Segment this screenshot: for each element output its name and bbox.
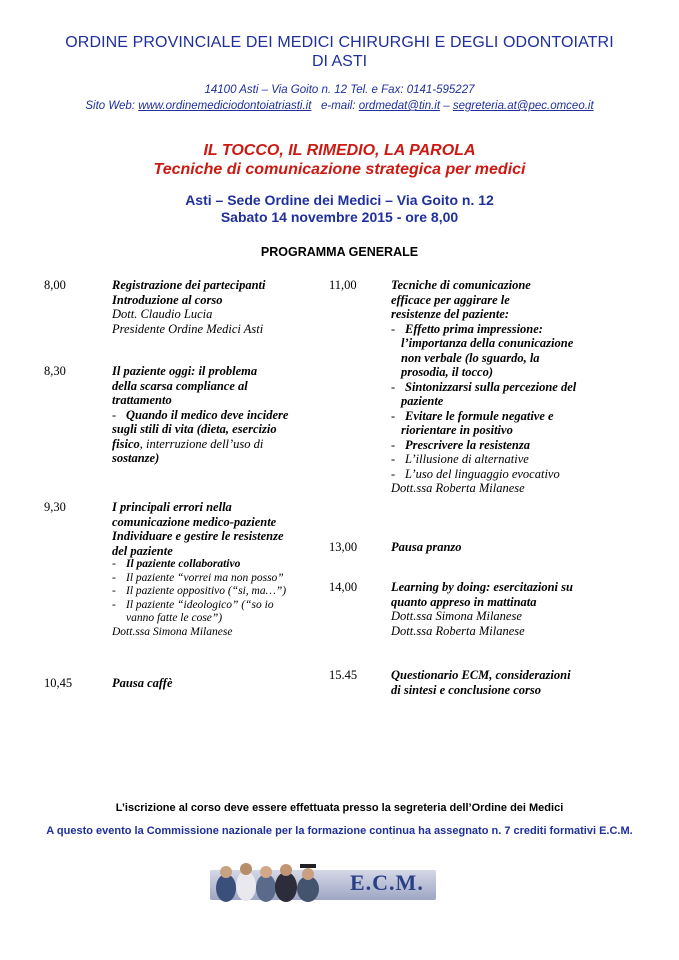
doctors-group-image xyxy=(212,858,332,906)
bullet-text: Evitare le formule negative e xyxy=(405,408,554,423)
session-time: 8,30 xyxy=(44,364,66,378)
speaker-role: Presidente Ordine Medici Asti xyxy=(112,321,264,336)
ecm-logo-text: E.C.M. xyxy=(350,870,424,895)
bullet-text: L’uso del linguaggio evocativo xyxy=(405,466,560,481)
session-time: 10,45 xyxy=(44,676,73,690)
session-line: trattamento xyxy=(112,393,172,407)
session-body xyxy=(391,278,627,496)
session-line: Introduzione al corso xyxy=(112,292,223,307)
org-city: DI ASTI xyxy=(311,53,368,70)
session-body xyxy=(112,278,322,336)
org-contacts xyxy=(0,99,679,113)
event-title: IL TOCCO, IL RIMEDIO, LA PAROLA xyxy=(203,142,476,159)
email-link-1[interactable]: ordmedat@tin.it xyxy=(358,100,441,112)
bullet-text: Effetto prima impressione: xyxy=(405,321,543,336)
session-bullet: - Il paziente “vorrei ma non posso” xyxy=(112,571,284,584)
bullet-continuation: non verbale (lo sguardo, la xyxy=(401,350,540,365)
speaker-name: Dott. Claudio Lucia xyxy=(112,307,213,321)
session-line: Individuare e gestire le resistenze xyxy=(112,529,284,543)
event-title-block xyxy=(0,142,679,180)
session-line: quanto appreso in mattinata xyxy=(391,594,537,609)
session-line: Questionario ECM, considerazioni xyxy=(391,668,571,682)
website-link[interactable]: www.ordinemediciodontoiatriasti.it xyxy=(138,100,312,112)
session-line: I principali errori nella xyxy=(112,500,232,514)
session-body xyxy=(112,676,322,691)
speaker-name: Dott.ssa Roberta Milanese xyxy=(391,481,525,495)
session-text: fisico xyxy=(112,436,140,451)
bullet-text: Sintonizzarsi sulla percezione del xyxy=(405,379,577,394)
session-bullet: - Sintonizzarsi sulla percezione del xyxy=(391,379,577,394)
program-title: PROGRAMMA GENERALE xyxy=(260,245,419,259)
session-line: Il paziente oggi: il problema xyxy=(112,364,258,378)
session-line: sugli stili di vita (dieta, esercizio xyxy=(112,422,277,436)
speaker-name: Dott.ssa Simona Milanese xyxy=(112,625,233,638)
session-time: 8,00 xyxy=(44,278,66,292)
session-time: 14,00 xyxy=(329,580,358,594)
session-line: Pausa caffè xyxy=(112,676,173,690)
session-time: 11,00 xyxy=(329,278,357,292)
session-line: resistenze del paziente: xyxy=(391,307,510,321)
email-label: e-mail: xyxy=(311,100,359,112)
session-text: , interruzione dell’uso di xyxy=(139,436,264,451)
session-line: Registrazione dei partecipanti xyxy=(112,278,266,292)
email-link-2[interactable]: segreteria.at@pec.omceo.it xyxy=(452,100,594,112)
session-line: del paziente xyxy=(112,543,173,558)
bullet-text: Il paziente oppositivo (“si, ma…”) xyxy=(126,585,287,597)
session-body xyxy=(112,500,327,639)
session-bullet: - Prescrivere la resistenza xyxy=(391,437,530,452)
session-time: 15.45 xyxy=(329,668,358,682)
session-body xyxy=(391,580,627,638)
session-line: comunicazione medico-paziente xyxy=(112,514,277,529)
speaker-name: Dott.ssa Roberta Milanese xyxy=(391,623,525,638)
session-bullet: - Evitare le formule negative e xyxy=(391,408,554,423)
session-line: Tecniche di comunicazione xyxy=(391,278,531,292)
bullet-continuation: riorientare in positivo xyxy=(401,423,513,437)
bullet-continuation: paziente xyxy=(401,394,444,408)
venue-date: Sabato 14 novembre 2015 - ore 8,00 xyxy=(220,209,459,225)
session-line: Learning by doing: esercitazioni su xyxy=(391,580,573,594)
session-bullet: - Effetto prima impressione: xyxy=(391,321,543,336)
bullet-text: Il paziente collaborativo xyxy=(126,558,241,570)
bullet-text: Il paziente “vorrei ma non posso” xyxy=(126,571,284,584)
session-line: della scarsa compliance al xyxy=(112,378,248,393)
email-separator: – xyxy=(440,100,453,112)
bullet-text: Quando il medico deve incidere xyxy=(126,407,289,422)
bullet-continuation: l’importanza della conunicazione xyxy=(401,336,574,350)
bullet-continuation: prosodia, il tocco) xyxy=(401,365,494,379)
web-label: Sito Web: xyxy=(85,100,139,112)
org-name: ORDINE PROVINCIALE DEI MEDICI CHIRURGHI E DEGLI ODONTOIATRI xyxy=(65,34,614,51)
venue-location: Asti – Sede Ordine dei Medici – Via Goito n. 12 xyxy=(185,192,494,208)
event-subtitle: Tecniche di comunicazione strategica per medici xyxy=(153,161,526,178)
session-bullet: - L’illusione di alternative xyxy=(391,452,529,466)
session-time: 9,30 xyxy=(44,500,66,514)
bullet-continuation: vanno fatte le cose”) xyxy=(126,612,223,624)
session-body xyxy=(391,668,627,697)
speaker-name: Dott.ssa Simona Milanese xyxy=(391,609,522,623)
session-line: efficace per aggirare le xyxy=(391,292,510,307)
registration-note: L’iscrizione al corso deve essere effettuata presso la segreteria dell’Ordine dei Medici xyxy=(115,802,564,814)
letterhead xyxy=(0,34,679,113)
session-bullet: - Quando il medico deve incidere xyxy=(112,407,289,422)
venue-block xyxy=(0,192,679,226)
session-bullet: - Il paziente oppositivo (“si, ma…”) xyxy=(112,585,287,597)
org-address: 14100 Asti – Via Goito n. 12 Tel. e Fax: 0141-595227 xyxy=(204,84,475,96)
bullet-text: L’illusione di alternative xyxy=(405,452,529,466)
session-line xyxy=(112,437,322,452)
session-body xyxy=(112,364,322,466)
session-bullet: - L’uso del linguaggio evocativo xyxy=(391,466,560,481)
session-line: sostanze) xyxy=(112,451,160,465)
bullet-text: Prescrivere la resistenza xyxy=(405,437,530,452)
bullet-text: Il paziente “ideologico” (“so io xyxy=(126,598,274,611)
session-body xyxy=(391,540,627,555)
session-time: 13,00 xyxy=(329,540,358,554)
ecm-logo xyxy=(210,858,436,906)
session-line: Pausa pranzo xyxy=(391,540,462,554)
session-bullet: - Il paziente collaborativo xyxy=(112,558,241,570)
ecm-credits-note: A questo evento la Commissione nazionale per la formazione continua ha assegnato n. 7 crediti formativi E.C.M. xyxy=(46,825,633,837)
session-bullet: - Il paziente “ideologico” (“so io xyxy=(112,598,274,611)
session-line: di sintesi e conclusione corso xyxy=(391,682,542,697)
